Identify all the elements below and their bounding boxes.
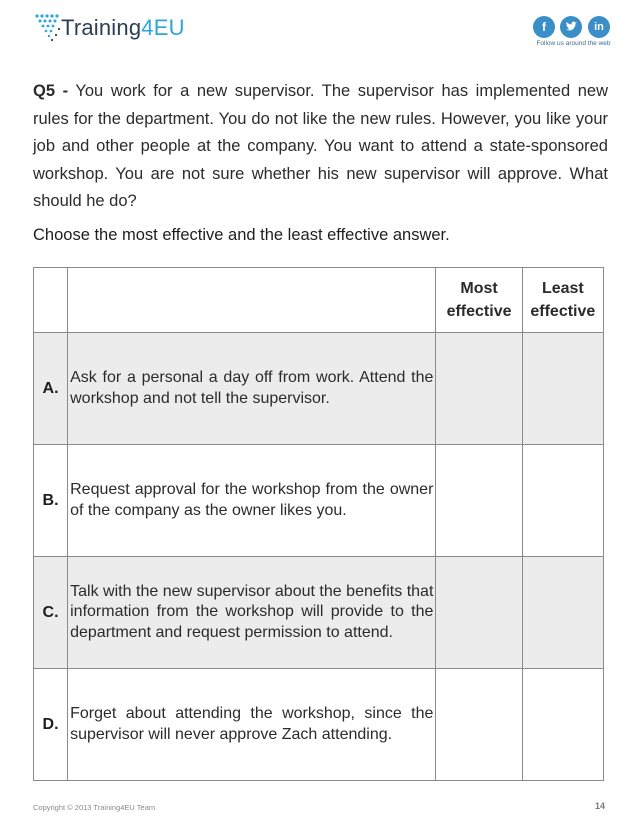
twitter-bird-glyph — [560, 16, 582, 38]
header-least-effective: Least effective — [522, 268, 603, 333]
social-tagline: Follow us around the web — [536, 40, 611, 47]
facebook-icon[interactable]: f — [533, 16, 555, 38]
logo-wordmark — [61, 15, 185, 41]
option-letter: B. — [34, 445, 68, 557]
table-row — [34, 669, 604, 781]
option-text: Forget about attending the workshop, since the supervisor will never approve Zach attending. — [68, 669, 436, 781]
question-text — [33, 78, 608, 216]
table-row — [34, 333, 604, 445]
option-letter: C. — [34, 557, 68, 669]
logo-text-accent: 4EU — [141, 15, 185, 40]
least-effective-cell[interactable] — [522, 333, 603, 445]
option-text: Ask for a personal a day off from work. Attend the workshop and not tell the supervisor. — [68, 333, 436, 445]
header-empty-letter — [34, 268, 68, 333]
question-body: You work for a new supervisor. The supervisor has implemented new rules for the department. You do not like the new rules. However, you like your job and other people at the company. You want to attend a state-sponsored workshop. You are not sure whether his new supervisor will approve. What should he do? — [33, 82, 608, 210]
option-text: Talk with the new supervisor about the benefits that information from the workshop will provide to the department and request permission to attend. — [68, 557, 436, 669]
logo-mark-icon — [34, 13, 62, 43]
twitter-icon[interactable] — [560, 16, 582, 38]
header-empty-text — [68, 268, 436, 333]
page-header — [0, 0, 638, 60]
logo-text-main: Training — [61, 15, 142, 40]
least-effective-cell[interactable] — [522, 445, 603, 557]
table-header-row — [34, 268, 604, 333]
least-effective-cell[interactable] — [522, 557, 603, 669]
social-links — [531, 16, 616, 50]
answer-table — [33, 267, 604, 781]
option-letter: D. — [34, 669, 68, 781]
page-number: 14 — [594, 801, 605, 811]
header-most-effective: Most effective — [436, 268, 522, 333]
least-effective-cell[interactable] — [522, 669, 603, 781]
table-row — [34, 557, 604, 669]
most-effective-cell[interactable] — [436, 669, 522, 781]
question-label: Q5 - — [33, 82, 69, 100]
linkedin-icon[interactable]: in — [588, 16, 610, 38]
option-text: Request approval for the workshop from the owner of the company as the owner likes you. — [68, 445, 436, 557]
copyright-text: Copyright © 2013 Training4EU Team — [33, 803, 156, 812]
training4eu-logo[interactable] — [34, 13, 204, 45]
option-letter: A. — [34, 333, 68, 445]
instruction-text: Choose the most effective and the least effective answer. — [33, 226, 450, 244]
most-effective-cell[interactable] — [436, 333, 522, 445]
most-effective-cell[interactable] — [436, 445, 522, 557]
table-row — [34, 445, 604, 557]
most-effective-cell[interactable] — [436, 557, 522, 669]
